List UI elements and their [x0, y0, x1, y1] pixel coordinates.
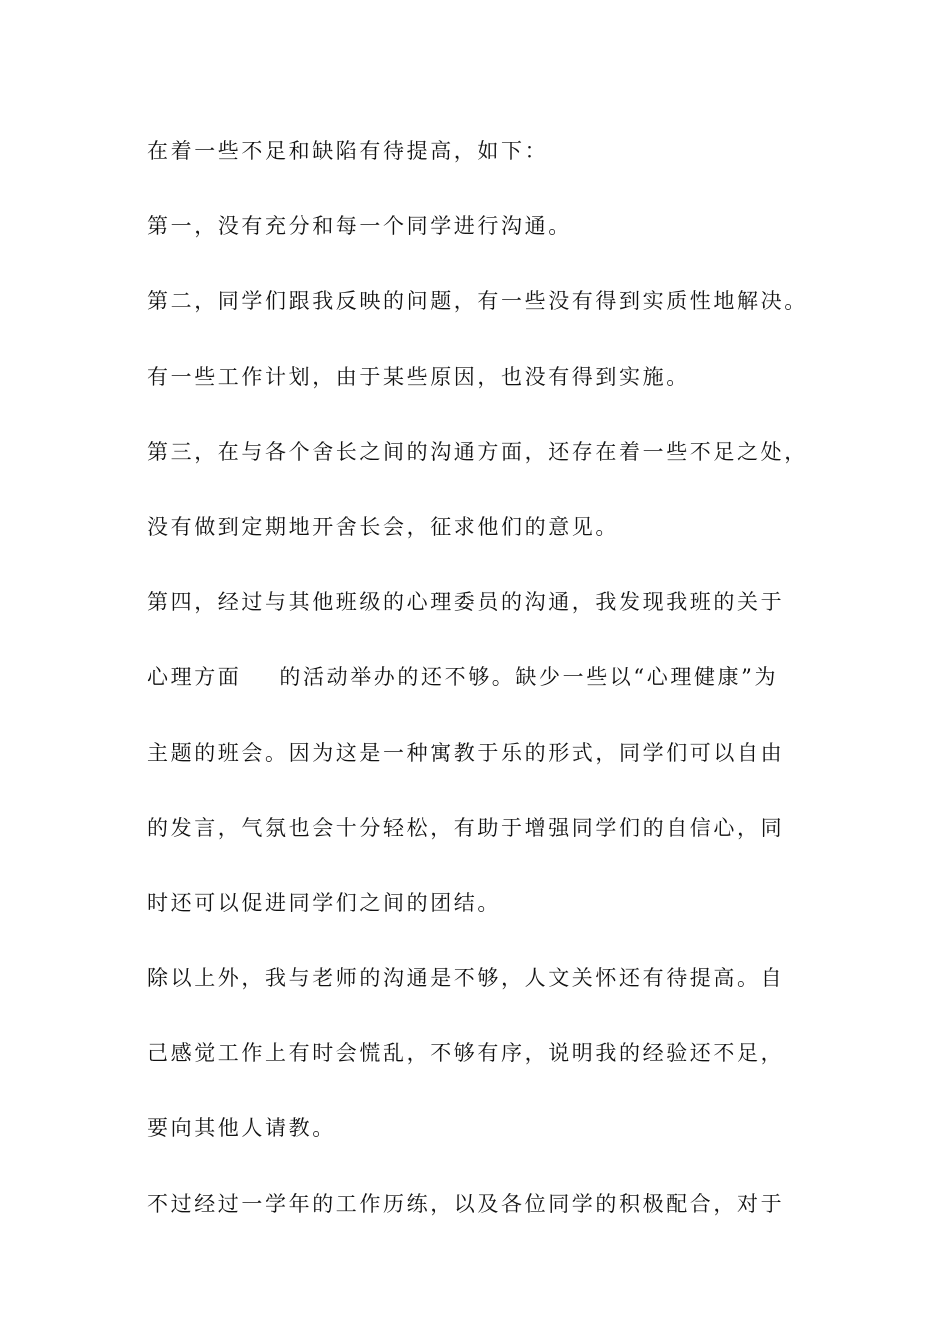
text-line: [147, 658, 847, 696]
text-line: 第二，同学们跟我反映的问题，有一些没有得到实质性地解决。: [147, 289, 808, 314]
text-line: 要向其他人请教。: [147, 1116, 336, 1141]
text-line: 第四，经过与其他班级的心理委员的沟通，我发现我班的关于: [147, 590, 785, 615]
text-line: 除以上外，我与老师的沟通是不够，人文关怀还有待提高。自: [147, 966, 785, 991]
text-line: 的发言，气氛也会十分轻松，有助于增强同学们的自信心，同: [147, 815, 785, 840]
text-segment: 的活动举办的还不够。缺少一些以“心理健康”为: [279, 665, 779, 690]
text-line: 主题的班会。因为这是一种寓教于乐的形式，同学们可以自由: [147, 740, 785, 765]
text-line: 在着一些不足和缺陷有待提高，如下：: [147, 139, 549, 163]
text-line: 第三，在与各个舍长之间的沟通方面，还存在着一些不足之处，: [147, 439, 808, 464]
text-line: 己感觉工作上有时会慌乱，不够有序，说明我的经验还不足，: [147, 1041, 785, 1066]
text-segment: 心理方面: [147, 665, 242, 690]
text-line: 第一，没有充分和每一个同学进行沟通。: [147, 214, 572, 239]
text-line: 时还可以促进同学们之间的团结。: [147, 890, 501, 915]
document-body: [147, 132, 847, 1260]
text-line: 有一些工作计划，由于某些原因，也没有得到实施。: [147, 364, 690, 389]
text-line: 没有做到定期地开舍长会，征求他们的意见。: [147, 514, 619, 539]
text-line: 不过经过一学年的工作历练，以及各位同学的积极配合，对于: [147, 1191, 785, 1216]
